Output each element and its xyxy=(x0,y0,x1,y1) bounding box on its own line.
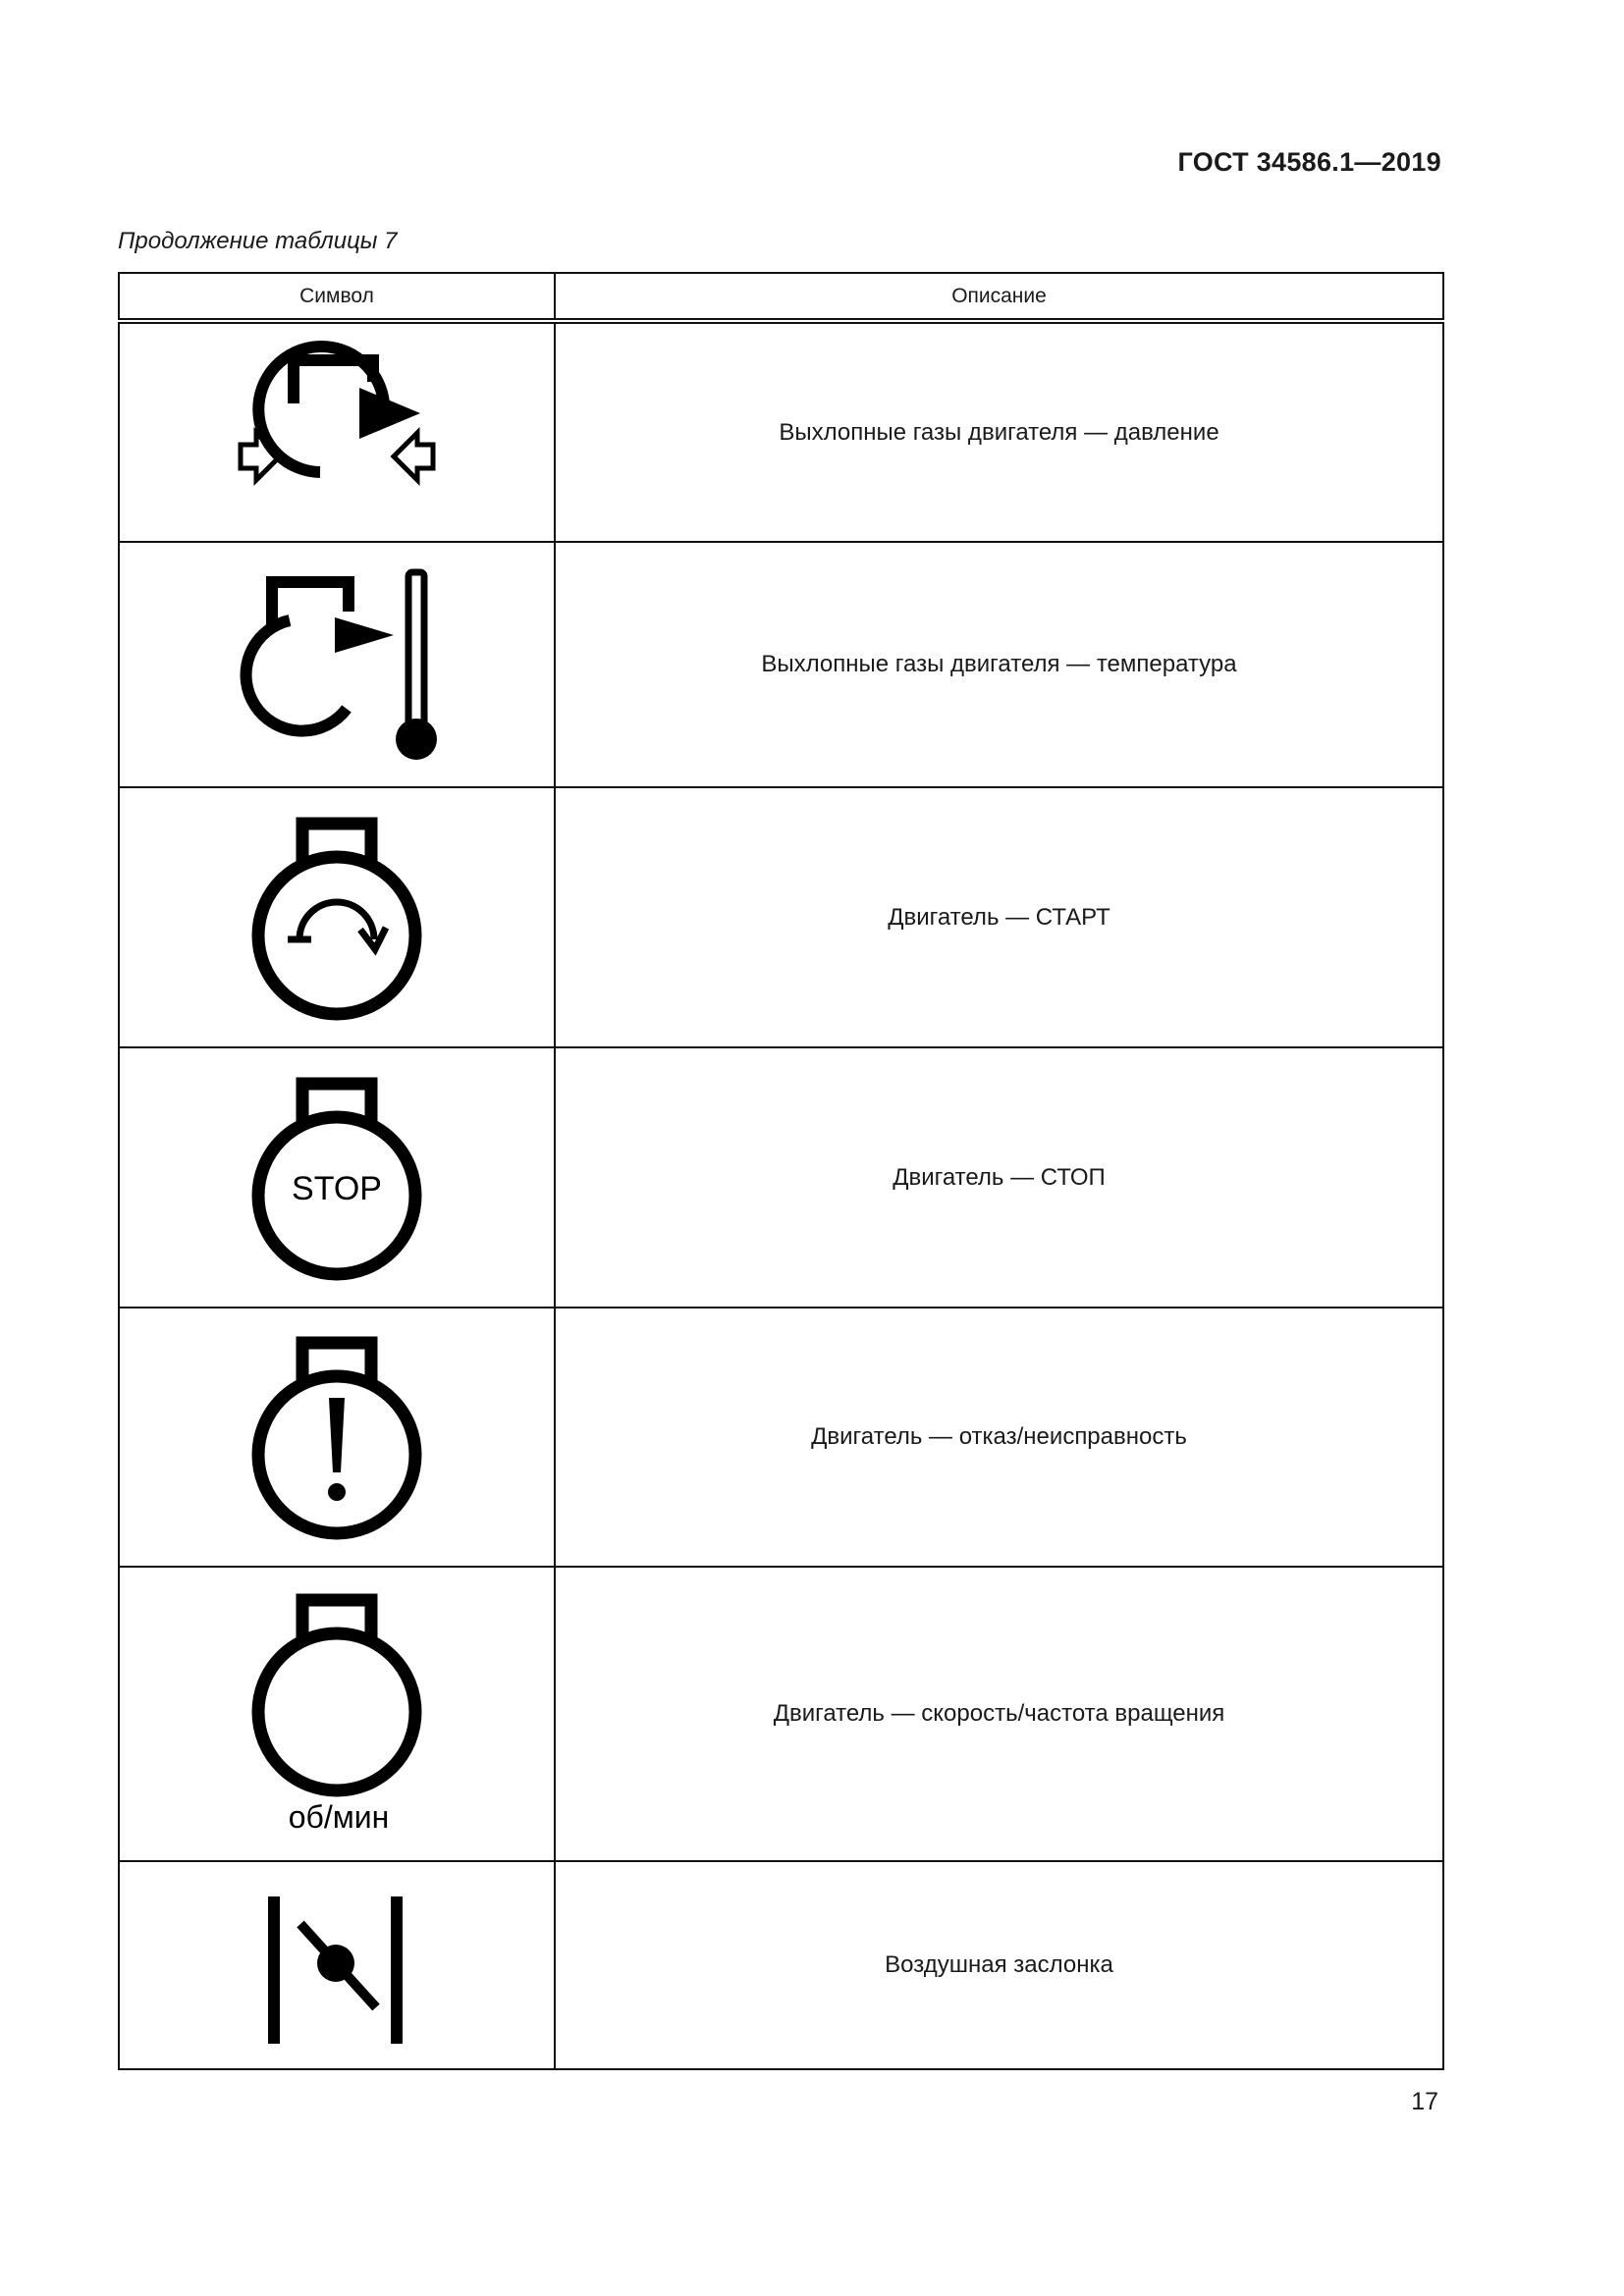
engine-exhaust-pressure-icon xyxy=(219,335,455,531)
description-cell: Воздушная заслонка xyxy=(555,1861,1443,2069)
table-caption: Продолжение таблицы 7 xyxy=(118,228,398,254)
rpm-label: об/мин xyxy=(288,1799,390,1835)
air-damper-icon xyxy=(229,1877,445,2054)
column-header-symbol: Символ xyxy=(119,273,555,321)
table-row xyxy=(119,542,1443,787)
description-cell: Двигатель — СТАРТ xyxy=(555,787,1443,1047)
symbol-cell xyxy=(119,321,555,542)
symbol-cell xyxy=(119,1567,555,1861)
engine-start-icon xyxy=(229,810,445,1026)
table-row xyxy=(119,787,1443,1047)
column-header-description: Описание xyxy=(555,273,1443,321)
page-number: 17 xyxy=(1411,2088,1438,2115)
description-cell: Двигатель — отказ/неисправность xyxy=(555,1308,1443,1567)
table-header-row xyxy=(119,273,1443,321)
symbol-cell xyxy=(119,1047,555,1308)
description-cell: Выхлопные газы двигателя — температура xyxy=(555,542,1443,787)
table-row xyxy=(119,1047,1443,1308)
engine-stop-icon xyxy=(229,1070,445,1286)
engine-exhaust-temperature-icon xyxy=(219,566,455,763)
table-row xyxy=(119,1861,1443,2069)
document-header: ГОСТ 34586.1—2019 xyxy=(1177,147,1441,177)
stop-label: STOP xyxy=(292,1169,382,1207)
description-cell: Двигатель — СТОП xyxy=(555,1047,1443,1308)
symbol-cell xyxy=(119,542,555,787)
engine-speed-icon xyxy=(229,1586,445,1842)
description-cell: Двигатель — скорость/частота вращения xyxy=(555,1567,1443,1861)
description-cell: Выхлопные газы двигателя — давление xyxy=(555,321,1443,542)
symbols-table xyxy=(118,272,1444,2070)
table-row xyxy=(119,1567,1443,1861)
symbol-cell xyxy=(119,787,555,1047)
symbol-cell xyxy=(119,1308,555,1567)
symbol-cell xyxy=(119,1861,555,2069)
table-row xyxy=(119,321,1443,542)
table-row xyxy=(119,1308,1443,1567)
engine-failure-icon xyxy=(229,1329,445,1545)
